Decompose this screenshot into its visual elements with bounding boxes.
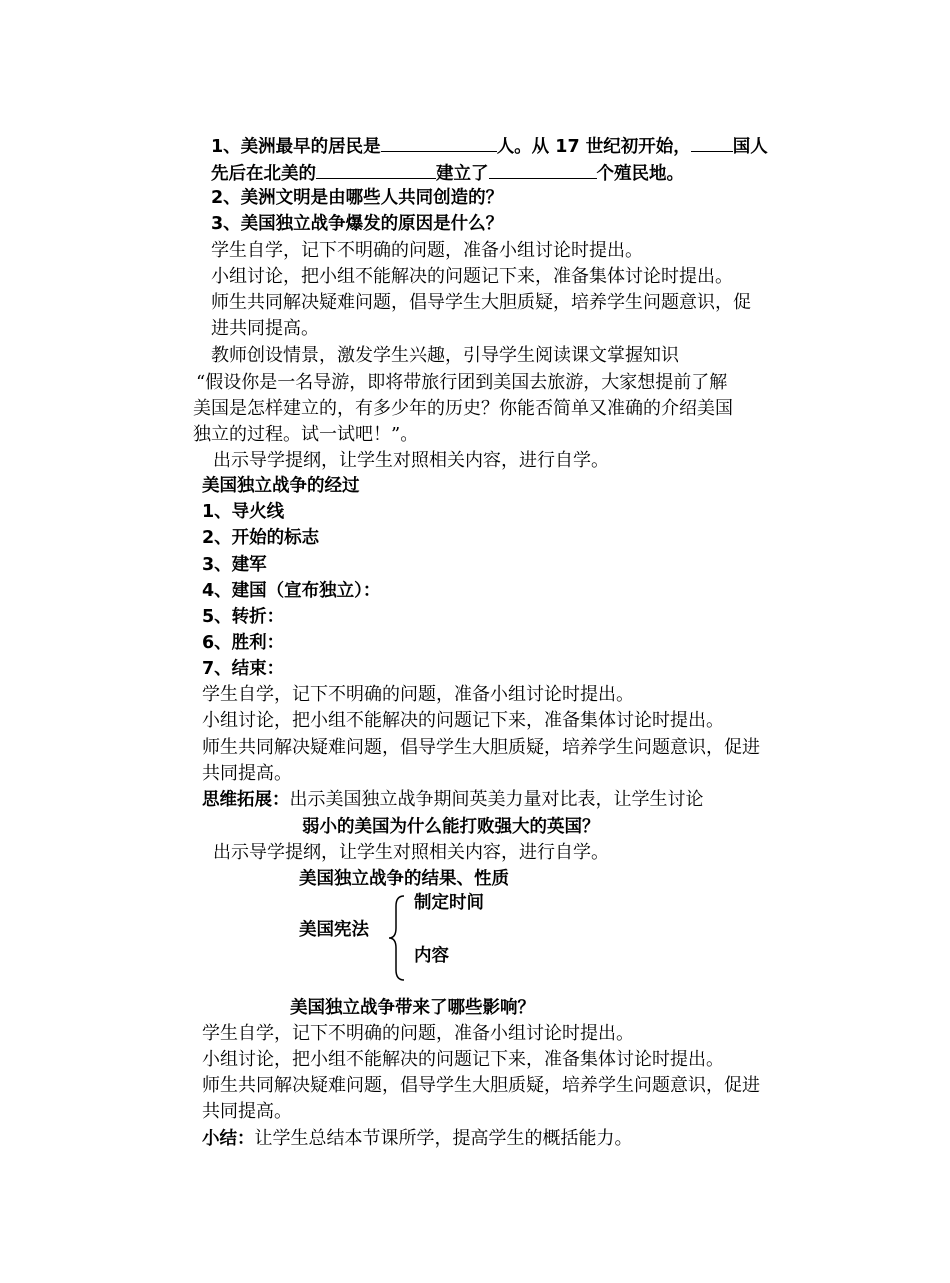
question-2: 2、美洲文明是由哪些人共同创造的？ <box>211 188 504 208</box>
q1-text-a: 1、美洲最早的居民是 <box>211 137 381 157</box>
blank-field <box>489 160 597 179</box>
list-item: 2、开始的标志 <box>202 528 320 548</box>
paragraph-line: 小组讨论，把小组不能解决的问题记下来，准备集体讨论时提出。 <box>202 1049 724 1070</box>
paragraph-line: 独立的过程。试一试吧！”。 <box>193 424 419 445</box>
question-3: 3、美国独立战争爆发的原因是什么？ <box>211 214 504 234</box>
q1-text-c: 国人 <box>732 137 768 157</box>
paragraph-line: 学生自学，记下不明确的问题，准备小组讨论时提出。 <box>202 684 634 705</box>
extension-text: 出示美国独立战争期间英美力量对比表，让学生讨论 <box>289 789 704 810</box>
question-1-line-1 <box>211 133 768 159</box>
summary-line <box>202 1127 633 1151</box>
paragraph-line: 出示导学提纲，让学生对照相关内容，进行自学。 <box>213 842 609 863</box>
constitution-item: 制定时间 <box>414 893 484 913</box>
constitution-item: 内容 <box>414 946 449 966</box>
list-item: 4、建国（宣布独立）： <box>202 581 381 601</box>
blank-field <box>316 160 436 179</box>
section-heading: 美国独立战争的经过 <box>202 476 360 496</box>
q1-text-b: 人。从 17 世纪初开始， <box>496 137 691 157</box>
paragraph-line: 师生共同解决疑难问题，倡导学生大胆质疑，培养学生问题意识，促进 <box>202 737 760 758</box>
paragraph-line: 出示导学提纲，让学生对照相关内容，进行自学。 <box>213 450 609 471</box>
extension-label: 思维拓展： <box>202 790 290 810</box>
paragraph-line: 小组讨论，把小组不能解决的问题记下来，准备集体讨论时提出。 <box>211 266 733 287</box>
paragraph-line: 学生自学，记下不明确的问题，准备小组讨论时提出。 <box>202 1023 634 1044</box>
paragraph-line: 小组讨论，把小组不能解决的问题记下来，准备集体讨论时提出。 <box>202 710 724 731</box>
blank-field <box>381 133 497 152</box>
paragraph-line: 共同提高。 <box>202 1101 292 1122</box>
paragraph-line: 师生共同解决疑难问题，倡导学生大胆质疑，培养学生问题意识，促进 <box>202 1075 760 1096</box>
summary-text: 让学生总结本节课所学，提高学生的概括能力。 <box>254 1128 633 1149</box>
section-heading: 美国独立战争带来了哪些影响？ <box>290 998 535 1018</box>
paragraph-line: 教师创设情景，激发学生兴趣，引导学生阅读课文掌握知识 <box>211 345 679 366</box>
list-item: 6、胜利： <box>202 633 285 653</box>
extension-line <box>202 788 704 812</box>
blank-field <box>691 133 733 152</box>
extension-question: 弱小的美国为什么能打败强大的英国？ <box>302 817 600 837</box>
paragraph-line: 进共同提高。 <box>211 318 319 339</box>
list-item: 5、转折： <box>202 607 285 627</box>
list-item: 3、建军 <box>202 555 267 575</box>
constitution-label: 美国宪法 <box>299 920 369 940</box>
paragraph-line: “假设你是一名导游，即将带旅行团到美国去旅游，大家想提前了解 <box>196 372 728 393</box>
list-item: 1、导火线 <box>202 502 285 522</box>
paragraph-line: 共同提高。 <box>202 763 292 784</box>
summary-label: 小结： <box>202 1129 255 1149</box>
q1-text-d: 先后在北美的 <box>211 164 316 184</box>
paragraph-line: 师生共同解决疑难问题，倡导学生大胆质疑，培养学生问题意识，促 <box>211 292 751 313</box>
curly-brace-icon <box>386 894 408 982</box>
paragraph-line: 学生自学，记下不明确的问题，准备小组讨论时提出。 <box>211 240 643 261</box>
q1-text-f: 个殖民地。 <box>596 164 684 184</box>
section-heading: 美国独立战争的结果、性质 <box>299 869 509 889</box>
question-1-line-2 <box>211 160 684 186</box>
paragraph-line: 美国是怎样建立的，有多少年的历史？你能否简单又准确的介绍美国 <box>193 398 733 419</box>
q1-text-e: 建立了 <box>436 164 489 184</box>
list-item: 7、结束： <box>202 659 285 679</box>
